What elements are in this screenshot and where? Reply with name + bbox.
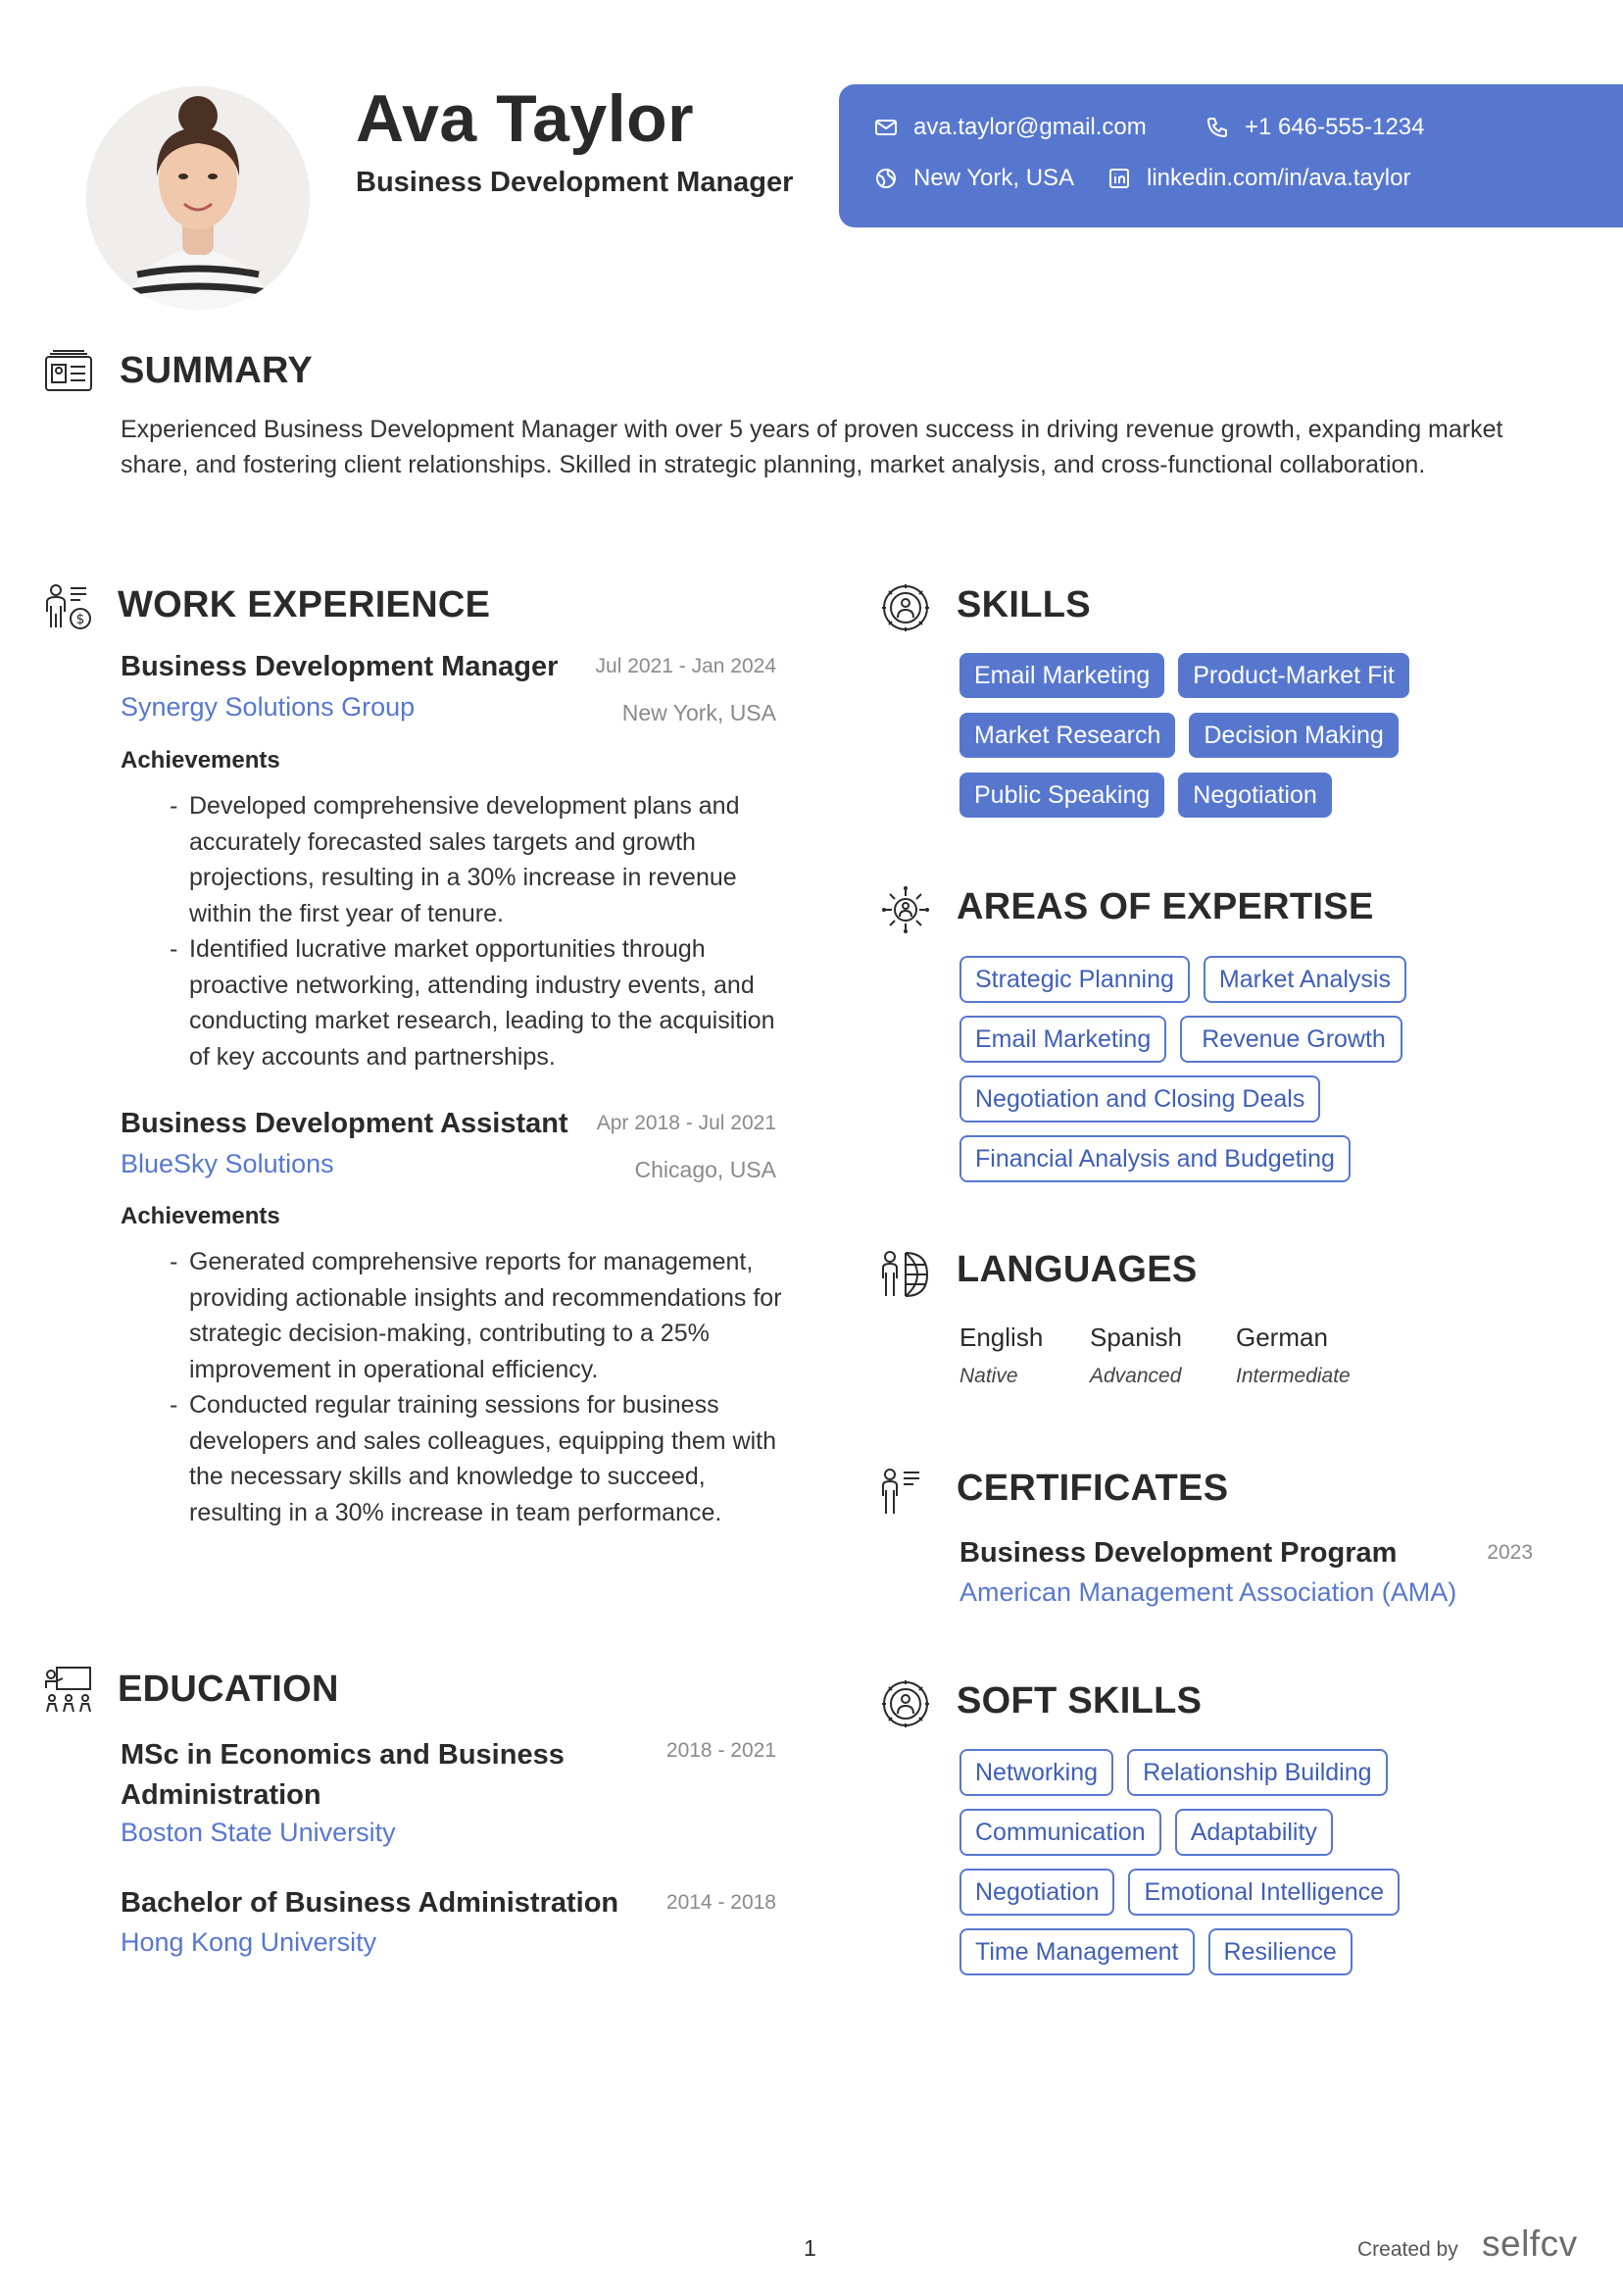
expertise-tag: Revenue Growth bbox=[1180, 1016, 1402, 1063]
globe-icon bbox=[874, 167, 898, 190]
achievements-label: Achievements bbox=[121, 1203, 280, 1229]
job-dates: Apr 2018 - Jul 2021 bbox=[596, 1112, 776, 1134]
job-dates: Jul 2021 - Jan 2024 bbox=[595, 655, 776, 677]
linkedin-text: linkedin.com/in/ava.taylor bbox=[1147, 165, 1411, 191]
page-number: 1 bbox=[804, 2235, 816, 2261]
education-heading: EDUCATION bbox=[118, 1669, 339, 1710]
skill-tag: Email Marketing bbox=[959, 653, 1164, 698]
person-globe-icon bbox=[880, 1249, 931, 1300]
mail-icon bbox=[874, 116, 898, 139]
job-location: Chicago, USA bbox=[634, 1157, 776, 1182]
list-item: - Generated comprehensive reports for management, providing actionable insights and recommendations for strategic decision-making, contributing to a 25% improvement in operational efficiency. bbox=[170, 1244, 787, 1387]
skill-tag: Public Speaking bbox=[959, 773, 1164, 818]
expertise-tag: Negotiation and Closing Deals bbox=[959, 1075, 1320, 1123]
list-item: - Identified lucrative market opportunities through proactive networking, attending industry events, and conducting market research, leading to the acquisition of key accounts and partnerships. bbox=[170, 931, 787, 1074]
soft-skills-row bbox=[959, 1809, 1333, 1856]
contact-location bbox=[874, 165, 1074, 192]
job-title: Business Development Assistant bbox=[121, 1108, 568, 1139]
skill-tag: Market Research bbox=[959, 713, 1175, 758]
language-name: English bbox=[959, 1323, 1044, 1352]
expertise-tag: Financial Analysis and Budgeting bbox=[959, 1135, 1351, 1182]
language-level: Native bbox=[959, 1365, 1018, 1387]
expertise-tag: Market Analysis bbox=[1204, 956, 1406, 1003]
brain-gear-icon bbox=[880, 582, 931, 633]
certificates-heading: CERTIFICATES bbox=[957, 1468, 1229, 1509]
soft-skill-tag: Networking bbox=[959, 1749, 1113, 1796]
skill-tag: Product-Market Fit bbox=[1178, 653, 1409, 698]
expertise-row bbox=[959, 1135, 1351, 1182]
soft-skill-tag: Communication bbox=[959, 1809, 1161, 1856]
id-card-icon bbox=[43, 347, 94, 398]
expertise-tag: Strategic Planning bbox=[959, 956, 1190, 1003]
language-name: German bbox=[1236, 1323, 1328, 1352]
job-location: New York, USA bbox=[621, 700, 776, 725]
soft-skill-tag: Time Management bbox=[959, 1928, 1195, 1975]
skill-tag: Negotiation bbox=[1178, 773, 1331, 818]
expertise-heading: AREAS OF EXPERTISE bbox=[957, 886, 1374, 927]
soft-skill-tag: Negotiation bbox=[959, 1869, 1114, 1916]
list-item: - Conducted regular training sessions for business developers and sales colleagues, equipping them with the necessary skills and knowledge to succeed, resulting in a 30% increase in team performance. bbox=[170, 1387, 787, 1530]
contact-linkedin[interactable] bbox=[1107, 165, 1410, 192]
degree-dates: 2018 - 2021 bbox=[665, 1739, 776, 1762]
languages-heading: LANGUAGES bbox=[957, 1249, 1198, 1290]
employee-salary-icon bbox=[43, 582, 94, 633]
skills-heading: SKILLS bbox=[957, 584, 1091, 625]
work-heading: WORK EXPERIENCE bbox=[118, 584, 491, 625]
skills-row bbox=[959, 713, 1399, 758]
job-company: BlueSky Solutions bbox=[121, 1149, 334, 1178]
certificate-issuer: American Management Association (AMA) bbox=[959, 1577, 1457, 1607]
language-name: Spanish bbox=[1090, 1323, 1182, 1352]
language-level: Advanced bbox=[1090, 1365, 1182, 1387]
contact-email[interactable] bbox=[874, 114, 1147, 141]
contact-panel bbox=[839, 84, 1623, 227]
brand-logo[interactable]: selfcv bbox=[1482, 2223, 1578, 2264]
created-by-label: Created by bbox=[1357, 2238, 1458, 2261]
soft-skills-heading: SOFT SKILLS bbox=[957, 1680, 1203, 1722]
achievements-list bbox=[170, 788, 787, 1074]
language-level: Intermediate bbox=[1236, 1365, 1351, 1387]
soft-skill-tag: Resilience bbox=[1208, 1928, 1352, 1975]
achievements-list bbox=[170, 1244, 787, 1530]
avatar bbox=[86, 86, 310, 310]
summary-text: Experienced Business Development Manager with over 5 years of proven success in driving revenue growth, expanding market share, and fostering client relationships. Skilled in strategic planning, market analysis, and cross-functional collaboration. bbox=[121, 416, 1503, 478]
soft-skill-tag: Emotional Intelligence bbox=[1128, 1869, 1400, 1916]
school-name: Hong Kong University bbox=[121, 1927, 377, 1957]
certificate-year: 2023 bbox=[1487, 1541, 1533, 1564]
job-title: Business Development Manager bbox=[121, 651, 559, 682]
soft-skill-tag: Relationship Building bbox=[1127, 1749, 1387, 1796]
soft-skills-row bbox=[959, 1869, 1400, 1916]
phone-text: +1 646-555-1234 bbox=[1245, 114, 1425, 140]
degree-dates: 2014 - 2018 bbox=[665, 1891, 776, 1914]
expertise-row bbox=[959, 1075, 1320, 1123]
email-text: ava.taylor@gmail.com bbox=[913, 114, 1147, 140]
certificate-title: Business Development Program bbox=[959, 1537, 1398, 1569]
linkedin-icon bbox=[1107, 167, 1131, 190]
degree-title: MSc in Economics and Business Administration bbox=[121, 1739, 565, 1811]
skills-row bbox=[959, 773, 1332, 818]
expertise-gear-icon bbox=[880, 884, 931, 935]
soft-skill-tag: Adaptability bbox=[1175, 1809, 1333, 1856]
candidate-name: Ava Taylor bbox=[356, 81, 695, 156]
school-name: Boston State University bbox=[121, 1818, 396, 1847]
contact-phone[interactable] bbox=[1205, 114, 1425, 141]
skills-row bbox=[959, 653, 1409, 698]
soft-skills-row bbox=[959, 1928, 1352, 1975]
classroom-icon bbox=[43, 1665, 94, 1716]
expertise-row bbox=[959, 956, 1406, 1003]
location-text: New York, USA bbox=[913, 165, 1075, 191]
soft-skills-icon bbox=[880, 1678, 931, 1729]
degree-title: Bachelor of Business Administration bbox=[121, 1887, 619, 1919]
job-company: Synergy Solutions Group bbox=[121, 692, 416, 722]
achievements-label: Achievements bbox=[121, 747, 280, 774]
expertise-tag: Email Marketing bbox=[959, 1016, 1166, 1063]
summary-heading: SUMMARY bbox=[120, 350, 314, 391]
svg-text:$: $ bbox=[75, 612, 85, 627]
soft-skills-row bbox=[959, 1749, 1388, 1796]
profile-photo bbox=[86, 86, 310, 310]
certificate-person-icon bbox=[880, 1467, 931, 1518]
candidate-title: Business Development Manager bbox=[356, 167, 794, 198]
expertise-row bbox=[959, 1016, 1402, 1063]
phone-icon bbox=[1205, 116, 1229, 139]
list-item: - Developed comprehensive development plans and accurately forecasted sales targets and growth projections, resulting in a 30% increase in revenue within the first year of tenure. bbox=[170, 788, 787, 931]
skill-tag: Decision Making bbox=[1189, 713, 1398, 758]
